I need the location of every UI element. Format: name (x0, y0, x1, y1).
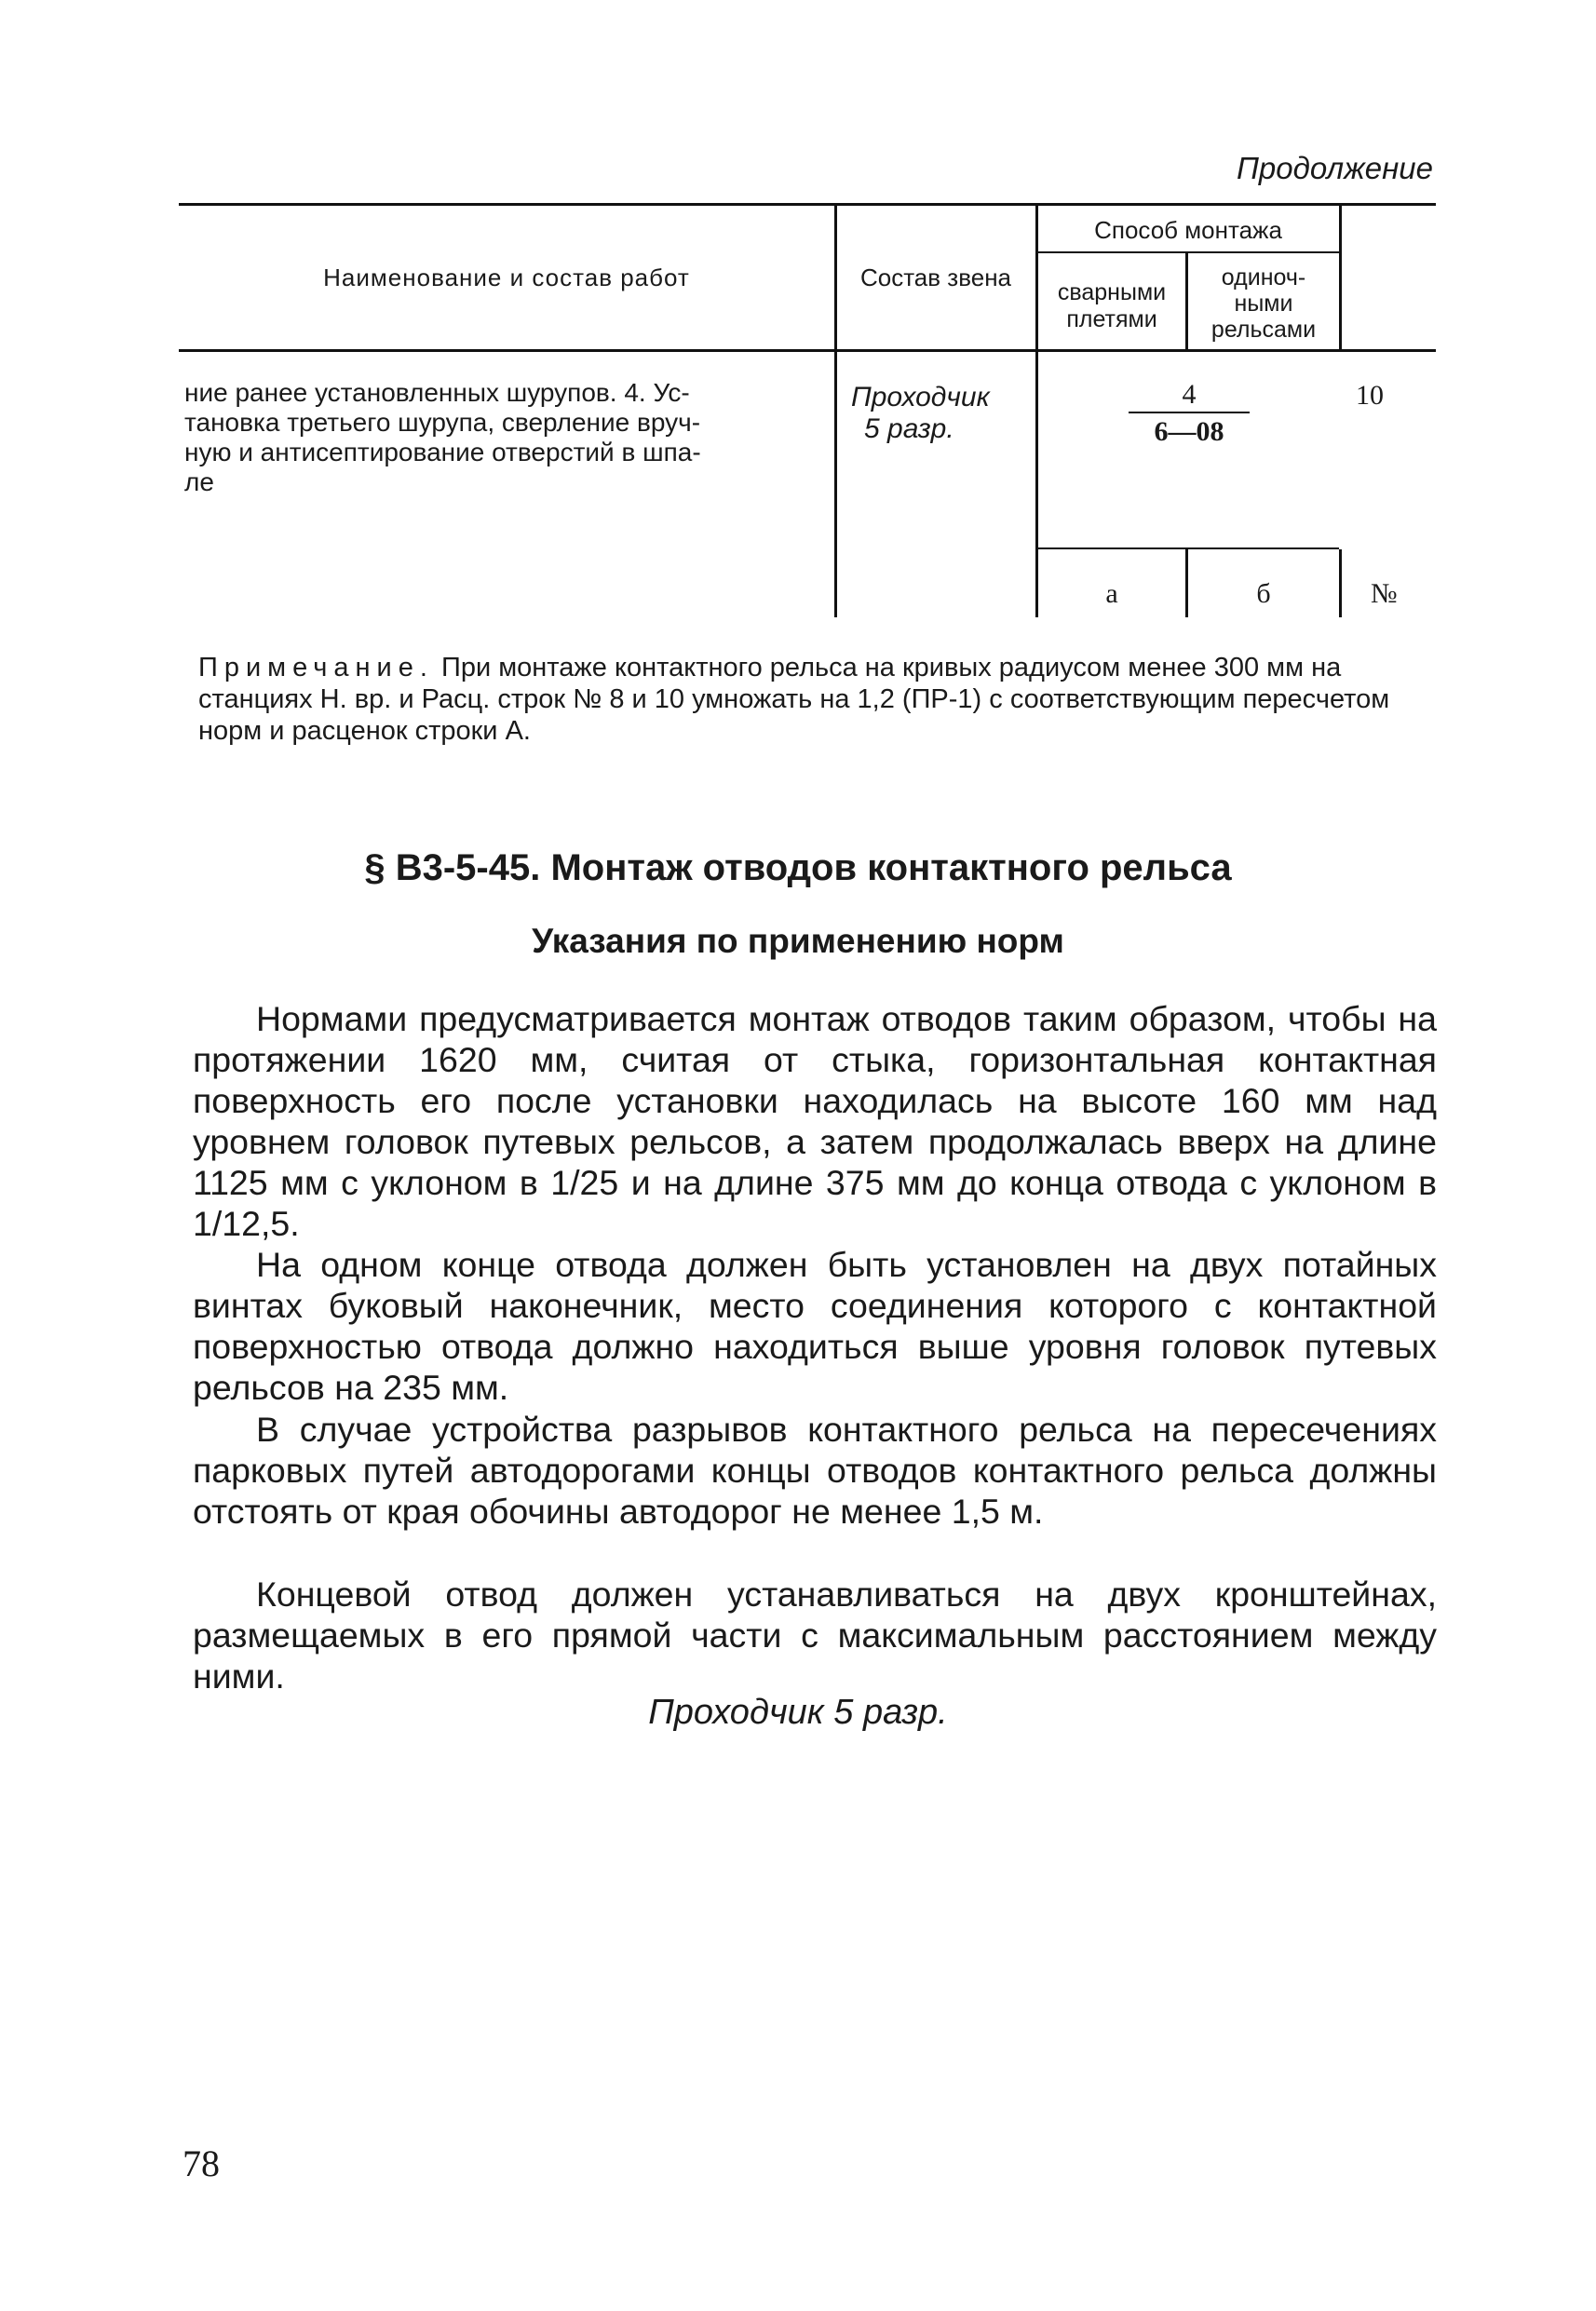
note-text: При монтаже контактного рельса на кривых радиусом менее 300 мм на станциях Н. вр. и Расц. строк № 8 и 10 умножать на 1,2 (ПР-1) с соответствующим пересчетом норм и расценок строки А. (198, 653, 1390, 746)
footer-col-a: а (1105, 578, 1118, 609)
section-title: § В3-5-45. Монтаж отводов контактного рельса (364, 847, 1232, 888)
norm-fraction (1110, 380, 1268, 447)
page-number: 78 (183, 2142, 220, 2184)
header-method-group: Способ монтажа (1094, 216, 1282, 244)
norm-numerator: 4 (1182, 379, 1197, 410)
norms-table (179, 203, 1436, 617)
note-lead: Примечание. (198, 653, 434, 682)
norm-denominator: 6—08 (1154, 416, 1224, 447)
work-description: ние ранее установленных шурупов. 4. Ус- тановка третьего шурупа, сверление вруч- ную и антисептирование отверстий в шпа- ле (184, 378, 701, 496)
col-divider-2 (1035, 203, 1038, 617)
crew-cell: Проходчик 5 разр. (851, 382, 990, 444)
section-subtitle: Указания по применению норм (532, 922, 1064, 960)
continuation-label: Продолжение (1236, 151, 1433, 185)
header-bottom-rule (179, 349, 1436, 352)
header-work-name: Наименование и состав работ (323, 264, 690, 291)
footer-col-b: б (1256, 578, 1271, 609)
header-single: одиноч- ными рельсами (1211, 264, 1317, 343)
signature-line: Проходчик 5 разр. (648, 1693, 948, 1732)
paragraph-1: Нормами предусматривается монтаж отводов таким образом, чтобы на протяжении 1620 мм, считая от стыка, горизонтальная контактная поверхность его после установки находилась на высоте 160 мм над уровнем головок путевых рельсов, а затем продолжалась вверх на длине 1125 мм с уклоном в 1/25 и на длине 375 мм до конца отвода с уклоном в 1/12,5. (193, 999, 1437, 1243)
header-crew: Состав звена (859, 264, 1012, 291)
fraction-bar (1129, 412, 1250, 413)
table-note (198, 652, 1437, 747)
table-top-rule (179, 203, 1436, 206)
paragraph-4: Концевой отвод должен устанавливаться на двух кронштейнах, размещаемых в его прямой части с максимальным расстоянием между ними. (193, 1574, 1437, 1696)
paragraph-3: В случае устройства разрывов контактного рельса на пересечениях парковых путей автодорогами концы отводов контактного рельса должны отстоять от края обочины автодорог не менее 1,5 м. (193, 1410, 1437, 1531)
row-number: 10 (1356, 380, 1384, 411)
header-welded: сварными плетями (1057, 279, 1167, 332)
footer-col-no: № (1371, 578, 1398, 609)
paragraph-2: На одном конце отвода должен быть установлен на двух потайных винтах буковый наконечник, место соединения которого с контактной поверхностью отвода должно находиться выше уровня головок путевых рельсов на 235 мм. (193, 1245, 1437, 1407)
